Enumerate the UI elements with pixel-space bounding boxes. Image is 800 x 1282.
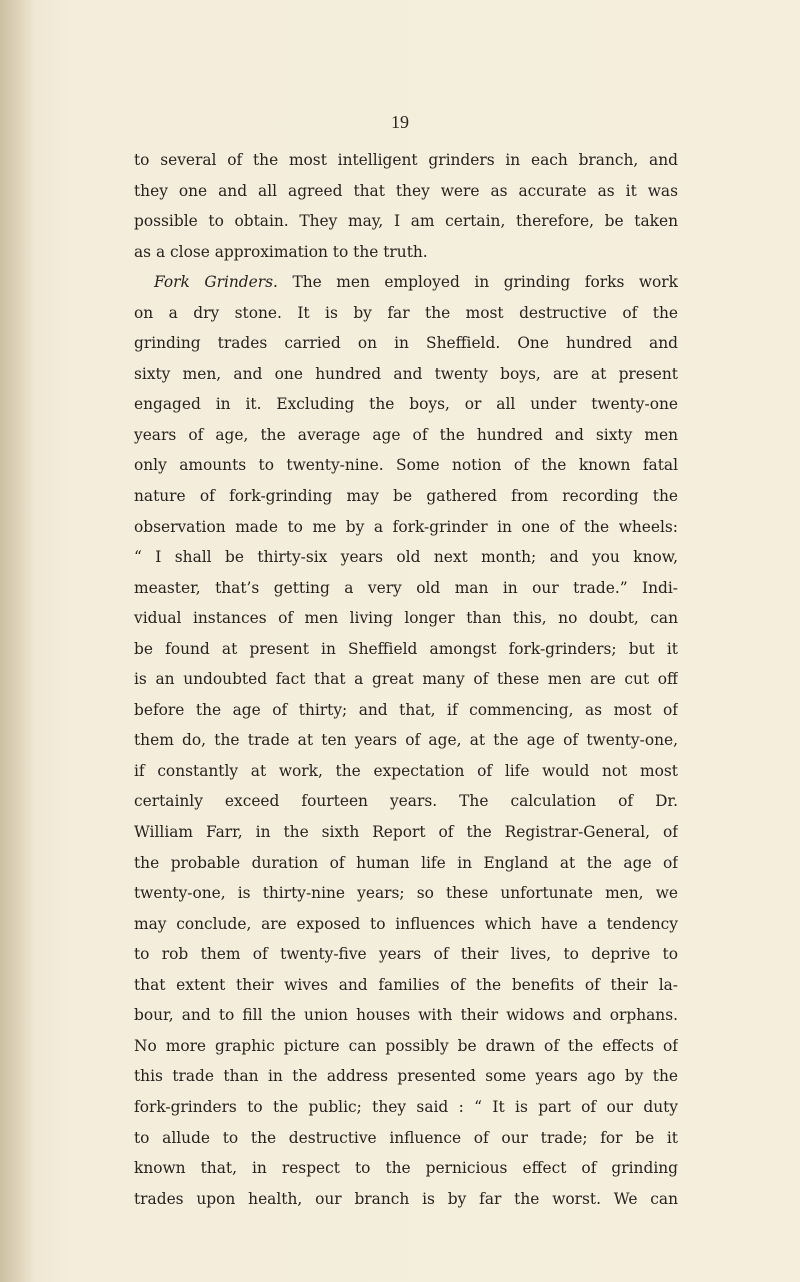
text-line: bour, and to fill the union houses with their widows and orphans. [134,1006,678,1025]
text-line: them do, the trade at ten years of age, at the age of twenty-one, [134,731,678,750]
text-line: known that, in respect to the pernicious effect of grinding [134,1159,678,1178]
text-line: on a dry stone. It is by far the most destructive of the [134,303,678,322]
paragraph-start-line [134,267,678,298]
text-line: William Farr, in the sixth Report of the Registrar-General, of [134,823,678,842]
text-line: may conclude, are exposed to influences which have a tendency [134,914,678,933]
text-line: possible to obtain. They may, I am certain, therefore, be taken [134,212,678,231]
text-line: No more graphic picture can possibly be drawn of the effects of [134,1036,678,1055]
text-line: grinding trades carried on in Sheffield. One hundred and [134,334,678,353]
text-line: measter, that’s getting a very old man in our trade.” Indi- [134,578,678,597]
text-line: they one and all agreed that they were as accurate as it was [134,181,678,200]
text-line: fork-grinders to the public; they said : “ It is part of our duty [134,1097,678,1116]
text-line: sixty men, and one hundred and twenty boys, are at present [134,364,678,383]
text-line: this trade than in the address presented some years ago by the [134,1067,678,1086]
body-text [134,145,678,1214]
text-line: before the age of thirty; and that, if commencing, as most of [134,700,678,719]
text-line: trades upon health, our branch is by far the worst. We can [134,1189,678,1208]
text-line: to several of the most intelligent grinders in each branch, and [134,151,678,169]
text-line: nature of fork-grinding may be gathered from recording the [134,487,678,506]
text-line: twenty-one, is thirty-nine years; so these unfortunate men, we [134,884,678,903]
section-heading-inline: Fork Grinders. [154,273,278,292]
page-number: 19 [391,112,409,132]
text-line: the probable duration of human life in England at the age of [134,853,678,872]
text-line: engaged in it. Excluding the boys, or all under twenty-one [134,395,678,414]
text-line: years of age, the average age of the hundred and sixty men [134,425,678,444]
text-line: that extent their wives and families of the benefits of their la- [134,975,678,994]
text-line: to allude to the destructive influence of our trade; for be it [134,1128,678,1147]
text-line: be found at present in Sheffield amongst fork-grinders; but it [134,639,678,658]
text-line: if constantly at work, the expectation of life would not most [134,761,678,780]
text-line: certainly exceed fourteen years. The calculation of Dr. [134,792,678,811]
text-line: as a close approximation to the truth. [134,242,428,261]
text-line: “ I shall be thirty-six years old next month; and you know, [134,548,678,567]
text-run: The men employed in grinding forks work [277,273,678,292]
text-line: is an undoubted fact that a great many of these men are cut off [134,670,678,689]
text-line: observation made to me by a fork-grinder in one of the wheels: [134,517,678,536]
text-line: to rob them of twenty-five years of their lives, to deprive to [134,945,678,964]
text-line: only amounts to twenty-nine. Some notion of the known fatal [134,456,678,475]
text-line: vidual instances of men living longer than this, no doubt, can [134,609,678,628]
page-gutter-shadow [0,0,36,1282]
